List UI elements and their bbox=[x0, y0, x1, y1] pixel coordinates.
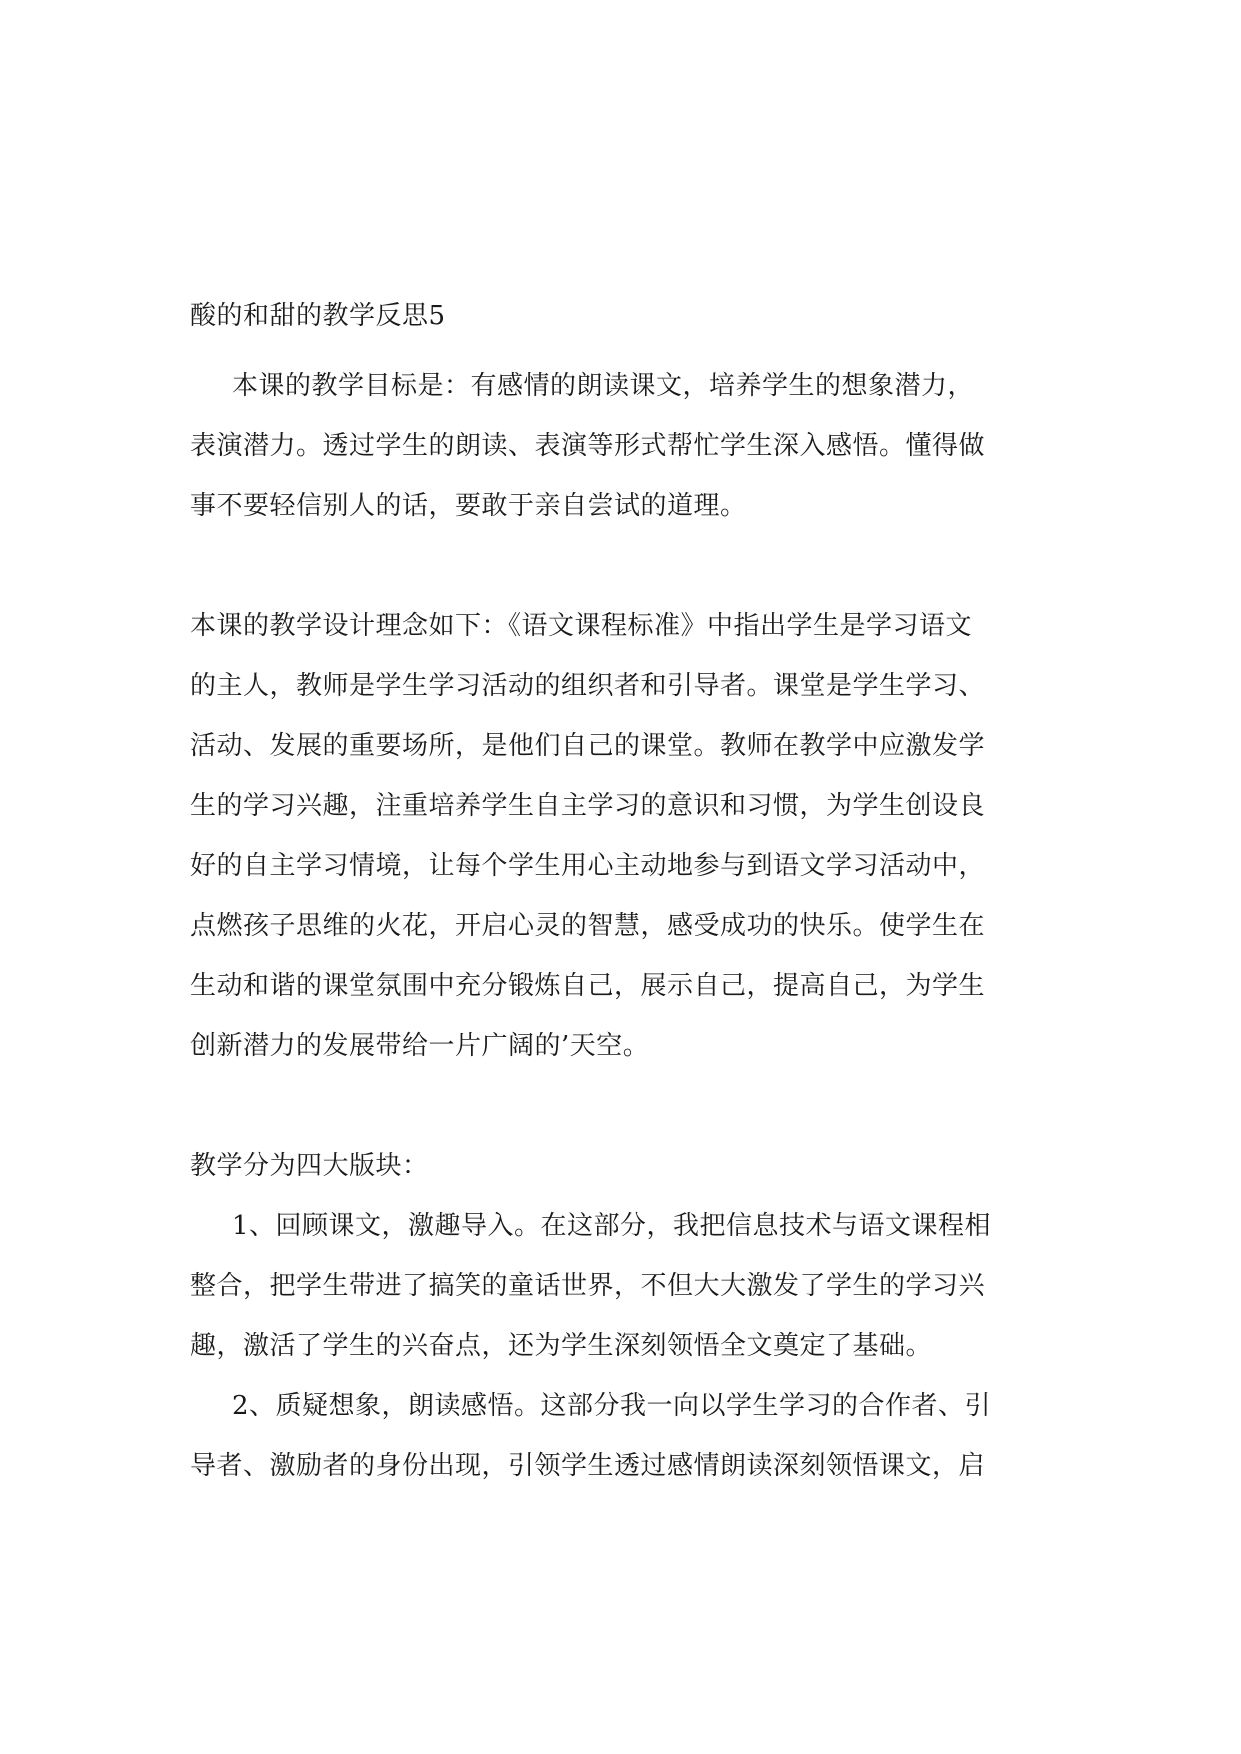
paragraph-line: 的主人，教师是学生学习活动的组织者和引导者。课堂是学生学习、 bbox=[190, 671, 986, 701]
paragraph-section-2 bbox=[190, 1376, 1060, 1496]
paragraph-line: 本课的教学设计理念如下：《语文课程标准》中指出学生是学习语文 bbox=[190, 611, 973, 641]
paragraph-line: 导者、激励者的身份出现，引领学生透过感情朗读深刻领悟课文，启 bbox=[190, 1451, 986, 1481]
paragraph-line: 整合，把学生带进了搞笑的童话世界，不但大大激发了学生的学习兴 bbox=[190, 1271, 986, 1301]
paragraph-line: 活动、发展的重要场所，是他们自己的课堂。教师在教学中应激发学 bbox=[190, 731, 986, 761]
paragraph-line: 表演潜力。透过学生的朗读、表演等形式帮忙学生深入感悟。懂得做 bbox=[190, 431, 986, 461]
paragraph-line: 事不要轻信别人的话，要敢于亲自尝试的道理。 bbox=[190, 491, 747, 521]
paragraph-spacer bbox=[190, 1076, 1060, 1136]
paragraph-line: 创新潜力的发展带给一片广阔的’天空。 bbox=[190, 1031, 650, 1061]
paragraph-line: 生的学习兴趣，注重培养学生自主学习的意识和习惯，为学生创设良 bbox=[190, 791, 986, 821]
paragraph-line: 生动和谐的课堂氛围中充分锻炼自己，展示自己，提高自己，为学生 bbox=[190, 971, 986, 1001]
paragraph-line: 趣，激活了学生的兴奋点，还为学生深刻领悟全文奠定了基础。 bbox=[190, 1331, 933, 1361]
paragraph-spacer bbox=[190, 536, 1060, 596]
paragraph-section-1 bbox=[190, 1196, 1060, 1376]
paragraph-design-concept bbox=[190, 596, 1060, 1076]
paragraph-line: 点燃孩子思维的火花，开启心灵的智慧，感受成功的快乐。使学生在 bbox=[190, 911, 986, 941]
document-body bbox=[190, 296, 1060, 1496]
paragraph-line: 好的自主学习情境，让每个学生用心主动地参与到语文学习活动中， bbox=[190, 851, 986, 881]
paragraph-line: 教学分为四大版块： bbox=[190, 1151, 429, 1181]
paragraph-sections-heading bbox=[190, 1136, 1060, 1196]
paragraph-line: 1、回顾课文，激趣导入。在这部分，我把信息技术与语文课程相 bbox=[232, 1211, 992, 1241]
document-title: 酸的和甜的教学反思5 bbox=[190, 301, 446, 331]
paragraph-line: 本课的教学目标是：有感情的朗读课文，培养学生的想象潜力， bbox=[232, 371, 975, 401]
paragraph-teaching-goals bbox=[190, 356, 1060, 536]
paragraph-line: 2、质疑想象，朗读感悟。这部分我一向以学生学习的合作者、引 bbox=[232, 1391, 992, 1421]
